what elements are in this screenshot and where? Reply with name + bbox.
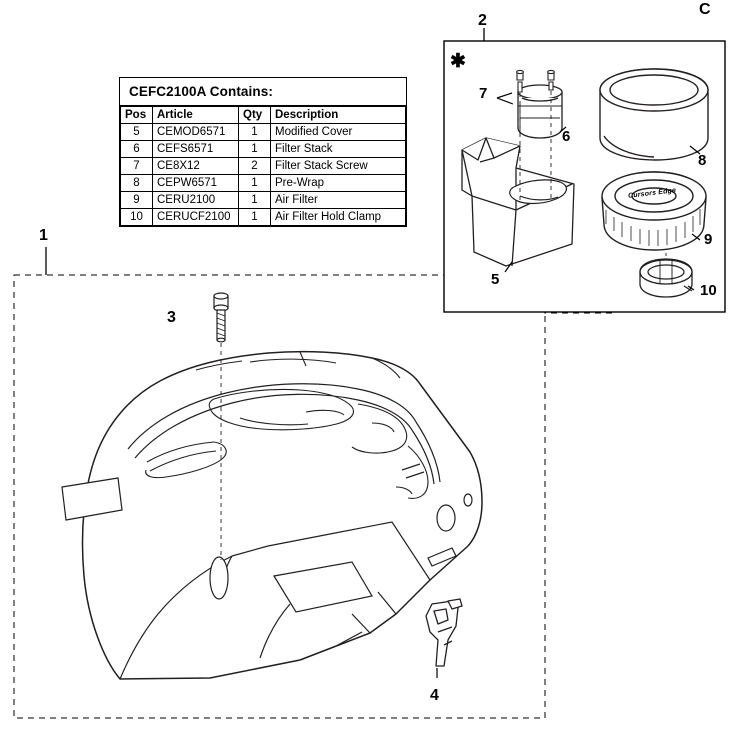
- callout-label-3: 3: [167, 309, 176, 326]
- pre-wrap-8: [600, 69, 708, 160]
- callout-label-5: 5: [491, 271, 500, 288]
- cell-pos: 7: [121, 158, 153, 175]
- column-header-pos: Pos: [121, 107, 153, 124]
- cell-article: CERU2100: [153, 192, 239, 209]
- clip-4: [426, 599, 462, 666]
- cover-screw-slot: [210, 557, 228, 599]
- cell-qty: 2: [239, 158, 271, 175]
- cell-description: Filter Stack: [271, 141, 406, 158]
- cell-description: Pre-Wrap: [271, 175, 406, 192]
- kit-contents-title: CEFC2100A Contains:: [120, 78, 406, 106]
- callout-label-9: 9: [704, 231, 713, 248]
- cell-description: Air Filter: [271, 192, 406, 209]
- parts-table: [120, 106, 406, 226]
- cell-qty: 1: [239, 209, 271, 226]
- cell-pos: 9: [121, 192, 153, 209]
- cell-pos: 5: [121, 124, 153, 141]
- cell-article: CERUCF2100: [153, 209, 239, 226]
- cell-qty: 1: [239, 141, 271, 158]
- table-row: [121, 124, 406, 141]
- asterisk-marker: ✱: [450, 51, 466, 72]
- callout-label-10: 10: [700, 282, 717, 299]
- cell-qty: 1: [239, 124, 271, 141]
- air-filter-9: [602, 172, 706, 250]
- cell-description: Air Filter Hold Clamp: [271, 209, 406, 226]
- cell-article: CE8X12: [153, 158, 239, 175]
- cell-qty: 1: [239, 192, 271, 209]
- callout-label-4: 4: [430, 687, 439, 704]
- callout-label-1: 1: [39, 227, 48, 244]
- column-header-description: Description: [271, 107, 406, 124]
- cell-pos: 6: [121, 141, 153, 158]
- column-header-qty: Qty: [239, 107, 271, 124]
- filter-stack-6: [518, 85, 562, 138]
- cell-description: Filter Stack Screw: [271, 158, 406, 175]
- callout-label-6: 6: [562, 128, 571, 145]
- main-cover-outline: [83, 352, 483, 679]
- table-row: [121, 175, 406, 192]
- table-row: [121, 192, 406, 209]
- filter-brand-text: Cursors Edge: [627, 187, 677, 200]
- callout-label-8: 8: [698, 152, 707, 169]
- cell-pos: 10: [121, 209, 153, 226]
- cell-article: CEFS6571: [153, 141, 239, 158]
- callout-label-C: C: [699, 1, 711, 18]
- table-row: [121, 209, 406, 226]
- table-row: [121, 158, 406, 175]
- column-header-article: Article: [153, 107, 239, 124]
- cell-article: CEMOD6571: [153, 124, 239, 141]
- cell-qty: 1: [239, 175, 271, 192]
- callout-label-2: 2: [478, 12, 487, 29]
- screw-3: [214, 293, 228, 342]
- cell-article: CEPW6571: [153, 175, 239, 192]
- kit-contents-table: [119, 77, 407, 227]
- air-filter-clamp-10: [640, 259, 692, 297]
- table-header-row: [121, 107, 406, 124]
- callout-label-7: 7: [479, 85, 488, 102]
- table-row: [121, 141, 406, 158]
- cell-pos: 8: [121, 175, 153, 192]
- cell-description: Modified Cover: [271, 124, 406, 141]
